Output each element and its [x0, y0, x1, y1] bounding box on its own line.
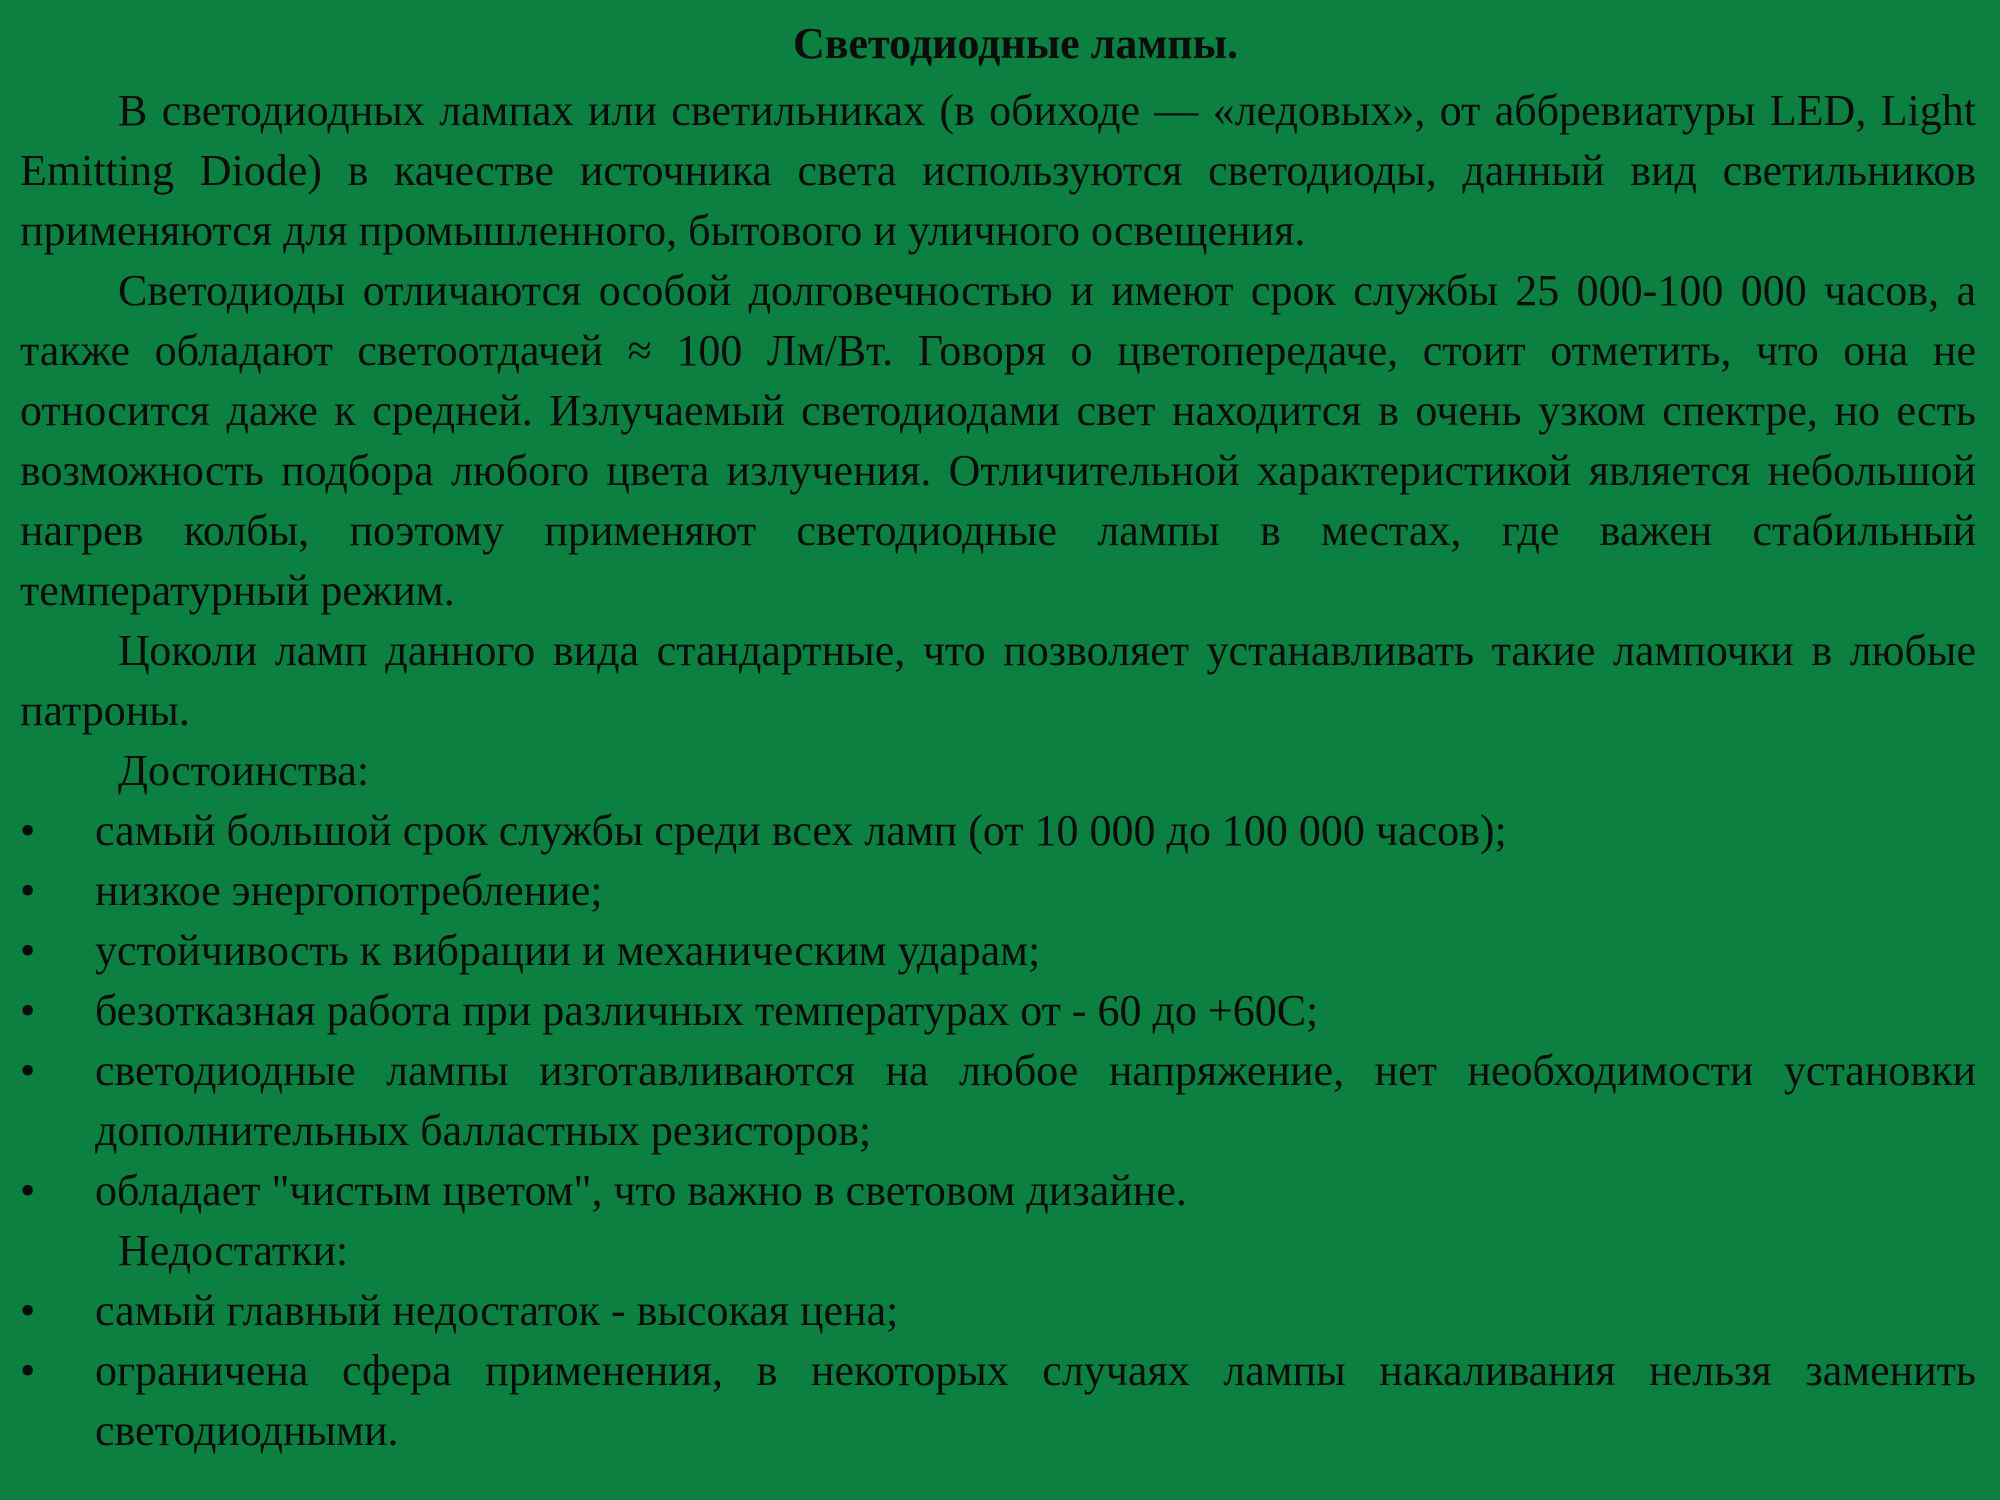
list-item-text: безотказная работа при различных температурах от - 60 до +60С; [95, 986, 1319, 1035]
list-item [20, 861, 1976, 921]
list-item [20, 921, 1976, 981]
list-item [20, 981, 1976, 1041]
list-item-text: ограничена сфера применения, в некоторых случаях лампы накаливания нельзя заменить светодиодными. [95, 1346, 1976, 1455]
list-item-text: светодиодные лампы изготавливаются на любое напряжение, нет необходимости установки дополнительных балластных резисторов; [95, 1046, 1976, 1155]
list-item [20, 1281, 1976, 1341]
disadvantages-heading: Недостатки: [118, 1226, 349, 1275]
advantages-list [20, 801, 1976, 1221]
page-title: Светодиодные лампы. [792, 19, 1239, 68]
list-item-text: обладает "чистым цветом", что важно в световом дизайне. [95, 1166, 1187, 1215]
document-page [20, 19, 1976, 1461]
advantages-heading: Достоинства: [118, 746, 370, 795]
bullet-icon: • [20, 1046, 36, 1095]
bullet-icon: • [20, 926, 36, 975]
bullet-icon: • [20, 1166, 36, 1215]
paragraph-intro: В светодиодных лампах или светильниках (в обиходе — «ледовых», от аббревиатуры LED, Light Emitting Diode) в качестве источника света используются светодиоды, данный вид светильников применяются для промышленного, бытового и уличного освещения. [20, 86, 1976, 255]
bullet-icon: • [20, 1346, 36, 1395]
list-item-text: устойчивость к вибрации и механическим ударам; [95, 926, 1041, 975]
bullet-icon: • [20, 1286, 36, 1335]
list-item-text: самый большой срок службы среди всех ламп (от 10 000 до 100 000 часов); [95, 806, 1507, 855]
list-item-text: самый главный недостаток - высокая цена; [95, 1286, 899, 1335]
bullet-icon: • [20, 986, 36, 1035]
paragraph-properties: Светодиоды отличаются особой долговечностью и имеют срок службы 25 000-100 000 часов, а также обладают светоотдачей ≈ 100 Лм/Вт. Говоря о цветопередаче, стоит отметить, что она не относится даже к средней. Излучаемый светодиодами свет находится в очень узком спектре, но есть возможность подбора любого цвета излучения. Отличительной характеристикой является небольшой нагрев колбы, поэтому применяют светодиодные лампы в местах, где важен стабильный температурный режим. [20, 266, 1976, 615]
list-item [20, 1041, 1976, 1161]
list-item [20, 1341, 1976, 1461]
disadvantages-list [20, 1281, 1976, 1461]
bullet-icon: • [20, 866, 36, 915]
list-item-text: низкое энергопотребление; [95, 866, 603, 915]
paragraph-sockets: Цоколи ламп данного вида стандартные, что позволяет устанавливать такие лампочки в любые патроны. [20, 626, 1976, 735]
list-item [20, 1161, 1976, 1221]
bullet-icon: • [20, 806, 36, 855]
list-item [20, 801, 1976, 861]
